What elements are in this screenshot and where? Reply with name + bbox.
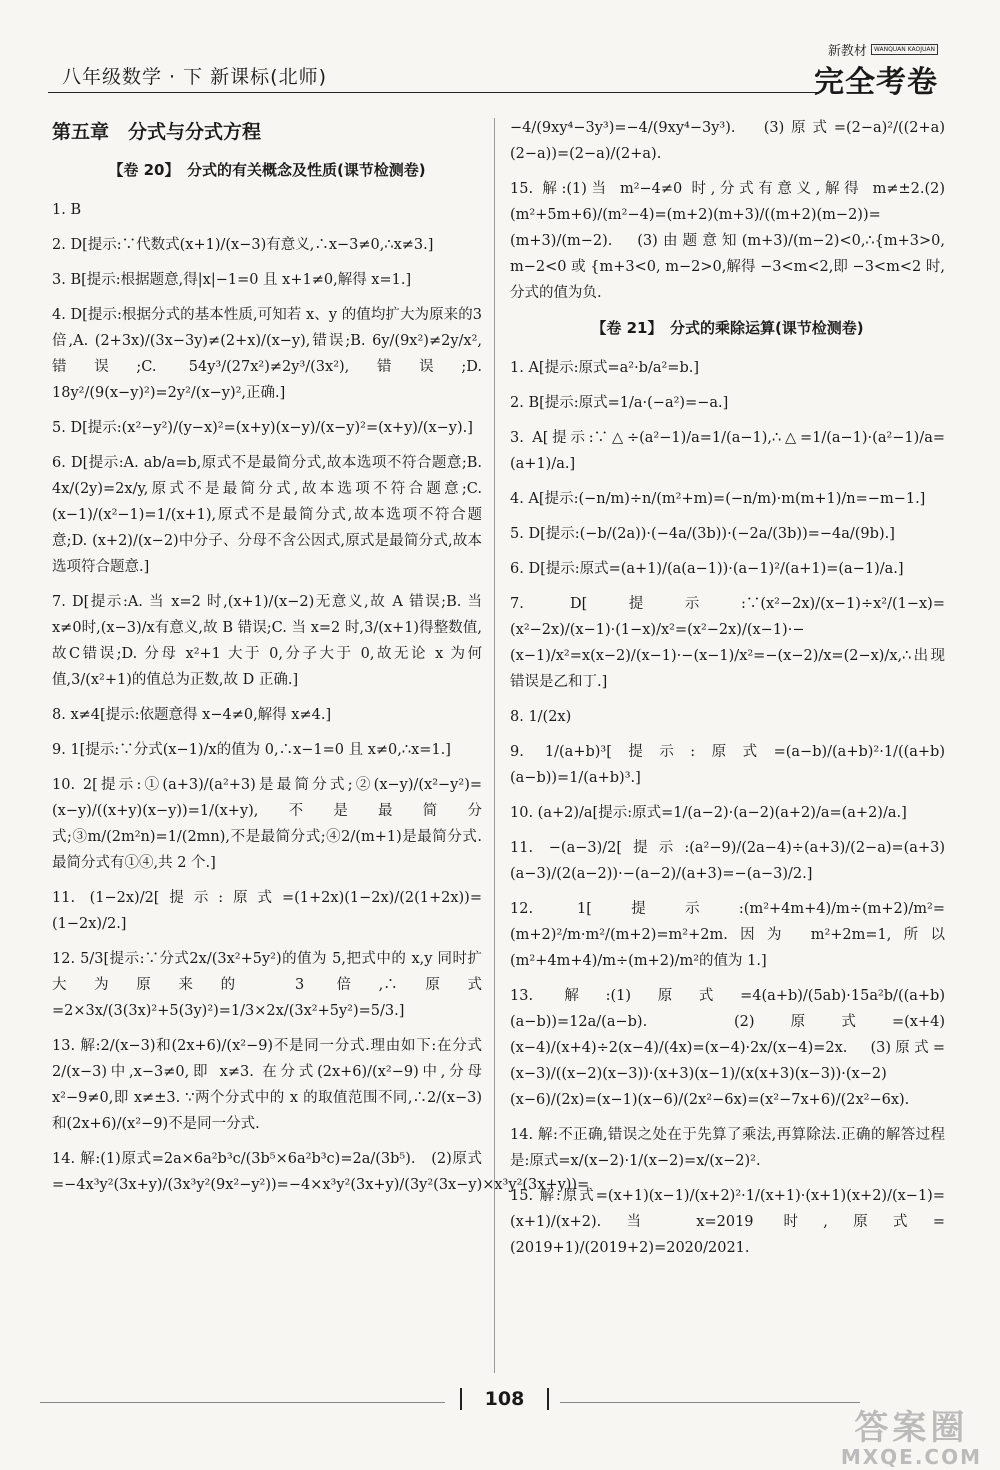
brand-logo	[814, 40, 938, 101]
answer-item: 12. 1[提示:(m²+4m+4)/m÷(m+2)/m²=(m+2)²/m·m²/(m+2)=m²+2m.因为 m²+2m=1,所以(m²+4m+4)/m÷(m+2)/m²的值为 1.]	[510, 901, 945, 969]
section-title-20: 【卷 20】 分式的有关概念及性质(课节检测卷)	[108, 161, 426, 179]
answer-item: 13. 解:(1)原式=4(a+b)/(5ab)·15a²b/((a+b)(a−b))=12a/(a−b). (2)原式=(x+4)(x−4)/(x+4)÷2(x−4)/(4x)=(x−4)·2x/(x−4)=2x. (3)原式=(x−3)/((x−2)(x−3))·(x+3)(x−1)/(x(x+3)(x−3))·(x−2)(x−6)/(2x)=(x−1)(x−6)/(2x²−6x)=(x²−7x+6)/(2x²−6x).	[510, 988, 945, 1108]
right-column	[510, 115, 945, 1270]
answer-item: 5. D[提示:(−b/(2a))·(−4a/(3b))·(−2a/(3b))=−4a/(9b).]	[510, 526, 895, 542]
answer-item: 8. x≠4[提示:依题意得 x−4≠0,解得 x≠4.]	[52, 707, 332, 723]
answer-item: 15. 解:(1)当 m²−4≠0 时,分式有意义,解得 m≠±2.(2)(m²+5m+6)/(m²−4)=(m+2)(m+3)/((m+2)(m−2))=(m+3)/(m−2). (3)由题意知(m+3)/(m−2)<0,∴{m+3>0, m−2<0 或 {m+3<0, m−2>0,解得 −3<m<2,即 −3<m<2 时,分式的值为负.	[510, 181, 945, 301]
brand-small-text: 新教材	[827, 44, 867, 59]
answer-item: −4/(9xy⁴−3y³)=−4/(9xy⁴−3y³). (3)原式=(2−a)²/((2+a)(2−a))=(2−a)/(2+a).	[510, 120, 945, 162]
answer-item: 14. 解:不正确,错误之处在于先算了乘法,再算除法.正确的解答过程是:原式=x/(x−2)·1/(x−2)=x/(x−2)².	[510, 1127, 945, 1169]
page-header	[48, 40, 948, 100]
book-title: 八年级数学 · 下 新课标(北师)	[62, 66, 327, 88]
watermark	[841, 1400, 982, 1469]
answer-item: 10. 2[提示:①(a+3)/(a²+3)是最简分式;②(x−y)/(x²−y²)=(x−y)/((x+y)(x−y))=1/(x+y),不是最简分式;③m/(2m²n)=1/(2mn),不是最简分式;④2/(m+1)是最简分式.最简分式有①④,共 2 个.]	[52, 777, 482, 871]
watermark-line1: 答案圈	[854, 1408, 969, 1448]
answer-item: 2. B[提示:原式=1/a·(−a²)=−a.]	[510, 395, 729, 411]
answer-item: 11. −(a−3)/2[提示:(a²−9)/(2a−4)÷(a+3)/(2−a)=(a+3)(a−3)/(2(a−2))·−(a−2)/(a+3)=−(a−3)/2.]	[510, 840, 945, 882]
answer-item: 4. A[提示:(−n/m)÷n/(m²+m)=(−n/m)·m(m+1)/n=−m−1.]	[510, 491, 926, 507]
chapter-title: 第五章 分式与分式方程	[52, 121, 262, 143]
answer-item: 9. 1[提示:∵分式(x−1)/x的值为 0,∴x−1=0 且 x≠0,∴x=1.]	[52, 742, 451, 758]
answer-item: 11. (1−2x)/2[提示:原式=(1+2x)(1−2x)/(2(1+2x))=(1−2x)/2.]	[52, 890, 482, 932]
answer-item: 1. B	[52, 202, 82, 218]
page-footer	[40, 1388, 960, 1418]
answer-item: 7. D[提示:A. 当 x=2 时,(x+1)/(x−2)无意义,故 A 错误;B. 当 x≠0时,(x−3)/x有意义,故 B 错误;C. 当 x=2 时,3/(x+1)得整数值,故C错误;D. 分母 x²+1 大于 0,分子大于 0,故无论 x 为何值,3/(x²+1)的值总为正数,故 D 正确.]	[52, 594, 482, 688]
brand-title: 完全考卷	[814, 65, 938, 100]
answer-item: 3. A[提示:∵△÷(a²−1)/a=1/(a−1),∴△=1/(a−1)·(a²−1)/a=(a+1)/a.]	[510, 430, 945, 472]
answer-item: 12. 5/3[提示:∵分式2x/(3x²+5y²)的值为 5,把式中的 x,y 同时扩大为原来的 3 倍,∴原式=2×3x/(3(3x)²+5(3y)²)=1/3×2x/(3x²+5y²)=5/3.]	[52, 951, 482, 1019]
answer-item: 6. D[提示:原式=(a+1)/(a(a−1))·(a−1)²/(a+1)=(a−1)/a.]	[510, 561, 904, 577]
brand-en-text: WANQUAN KAOJUAN	[871, 44, 938, 55]
answer-item: 3. B[提示:根据题意,得|x|−1=0 且 x+1≠0,解得 x=1.]	[52, 272, 412, 288]
section-title-21: 【卷 21】 分式的乘除运算(课节检测卷)	[591, 319, 864, 337]
answer-item: 1. A[提示:原式=a²·b/a²=b.]	[510, 360, 699, 376]
answer-item: 7. D[提示:∵(x²−2x)/(x−1)÷x²/(1−x)=(x²−2x)/(x−1)·(1−x)/x²=(x²−2x)/(x−1)·−(x−1)/x²=x(x−2)/(x−1)·−(x−1)/x²=−(x−2)/x=(2−x)/x,∴出现错误是乙和丁.]	[510, 596, 945, 690]
answer-item: 6. D[提示:A. ab/a=b,原式不是最简分式,故本选项不符合题意;B. 4x/(2y)=2x/y,原式不是最简分式,故本选项不符合题意;C. (x−1)/(x²−1)=1/(x+1),原式不是最简分式,故本选项不符合题意;D. (x+2)/(x−2)中分子、分母不含公因式,原式是最简分式,故本选项符合题意.]	[52, 455, 482, 575]
footer-rule-left	[40, 1402, 445, 1403]
answer-item: 8. 1/(2x)	[510, 709, 572, 725]
answer-item: 9. 1/(a+b)³[提示:原式=(a−b)/(a+b)²·1/((a+b)(a−b))=1/(a+b)³.]	[510, 744, 945, 786]
answer-item: 2. D[提示:∵代数式(x+1)/(x−3)有意义,∴x−3≠0,∴x≠3.]	[52, 237, 434, 253]
watermark-line2: MXQE.COM	[840, 1445, 982, 1469]
answer-item: 10. (a+2)/a[提示:原式=1/(a−2)·(a−2)(a+2)/a=(a+2)/a.]	[510, 805, 907, 821]
page-number: 108	[460, 1388, 549, 1410]
answer-item: 4. D[提示:根据分式的基本性质,可知若 x、y 的值均扩大为原来的3倍,A. (2+3x)/(3x−3y)≠(2+x)/(x−y),错误;B. 6y/(9x²)≠2y/x²,错误;C. 54y³/(27x²)≠2y³/(3x²),错误;D. 18y²/(9(x−y)²)=2y²/(x−y)²,正确.]	[52, 307, 482, 401]
header-rule	[48, 92, 818, 93]
answer-item: 14. 解:(1)原式=2a×6a²b³c/(3b⁵×6a²b³c)=2a/(3b⁵). (2)原式=−4x³y²(3x+y)/(3x³y²(9x²−y²))=−4×x³y²(3x+y)/(3y²(3x−y)×x³y²(3x+y))=	[52, 1151, 590, 1193]
footer-rule-right	[560, 1402, 860, 1403]
answer-item: 15. 解:原式=(x+1)(x−1)/(x+2)²·1/(x+1)·(x+1)(x+2)/(x−1)=(x+1)/(x+2).当 x=2019 时,原式=(2019+1)/(2019+2)=2020/2021.	[510, 1188, 945, 1256]
answer-item: 13. 解:2/(x−3)和(2x+6)/(x²−9)不是同一分式.理由如下:在分式2/(x−3)中,x−3≠0,即 x≠3. 在分式(2x+6)/(x²−9)中,分母 x²−9≠0,即 x≠±3. ∵两个分式中的 x 的取值范围不同,∴2/(x−3)和(2x+6)/(x²−9)不是同一分式.	[52, 1038, 482, 1132]
answer-item: 5. D[提示:(x²−y²)/(y−x)²=(x+y)(x−y)/(x−y)²=(x+y)/(x−y).]	[52, 420, 473, 436]
